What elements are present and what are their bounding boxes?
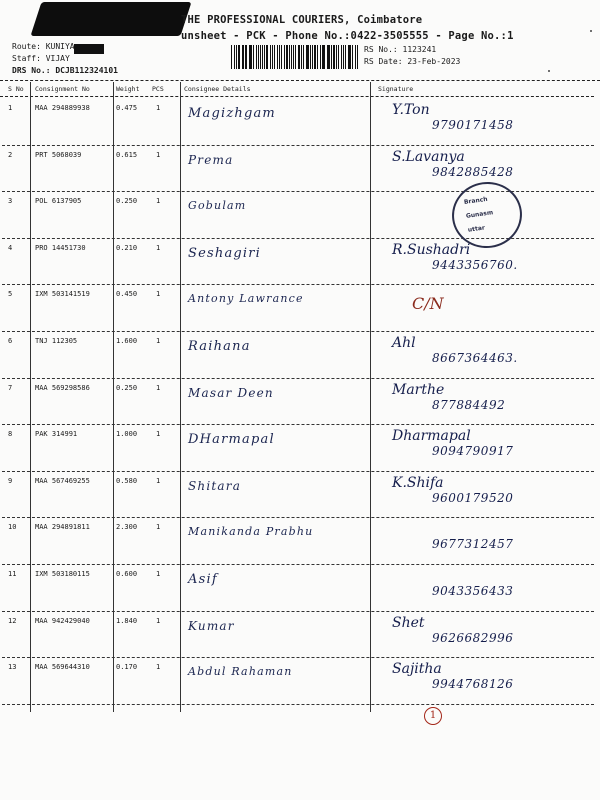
row-pcs: 1 [156, 337, 161, 345]
redaction-block-small [74, 44, 104, 54]
row-signature-phone: 9944768126 [432, 677, 514, 692]
barcode-bar [345, 45, 346, 69]
row-signature-phone: 9677312457 [432, 537, 514, 552]
row-consignee-name: DHarmapal [188, 432, 275, 448]
col-consignment: Consignment No [35, 85, 90, 93]
rs-date: RS Date: 23-Feb-2023 [364, 57, 461, 66]
row-pcs: 1 [156, 476, 161, 485]
row-sno: 7 [8, 383, 13, 392]
row-sno: 1 [8, 104, 13, 112]
col-signature: Signature [378, 85, 414, 93]
row-signature: Marthe [392, 381, 445, 398]
barcode-bar [307, 45, 308, 69]
barcode-bar [303, 45, 304, 69]
company-title: THE PROFESSIONAL COURIERS, Coimbatore [181, 14, 423, 26]
row-consignment-no: MAA 294891811 [35, 523, 90, 532]
row-signature-phone: 8667364463. [432, 351, 518, 365]
barcode-bar [286, 45, 288, 69]
row-weight: 0.250 [116, 197, 138, 206]
row-consignment-no: IXM 503141519 [35, 290, 90, 299]
row-consignee-name: Abdul Rahaman [188, 665, 293, 679]
row-pcs: 1 [156, 104, 161, 112]
row-divider [2, 378, 594, 379]
barcode-bar [295, 45, 296, 69]
row-consignment-no: MAA 569644310 [35, 663, 90, 672]
row-consignee-name: Raihana [188, 339, 251, 354]
row-pcs: 1 [156, 243, 161, 252]
table-row [0, 613, 600, 660]
row-sno: 13 [8, 663, 17, 672]
row-signature-phone: 9094790917 [432, 444, 514, 459]
row-signature: C/N [412, 294, 444, 314]
barcode-bar [256, 45, 257, 69]
table-row [0, 100, 600, 147]
row-consignee-name: Gobulam [188, 199, 247, 213]
barcode-bar [281, 45, 282, 69]
barcode-bar [238, 45, 240, 69]
table-row [0, 286, 600, 333]
row-divider [2, 564, 594, 565]
row-weight: 1.000 [116, 430, 138, 439]
redaction-block [30, 2, 191, 36]
row-consignment-no: MAA 569298586 [35, 383, 90, 392]
col-pcs: PCS [152, 85, 164, 93]
row-divider [2, 611, 594, 612]
row-signature: R.Sushadri [392, 241, 471, 258]
row-signature: Ahl [392, 335, 416, 351]
barcode-bar [266, 45, 268, 69]
row-pcs: 1 [156, 616, 161, 625]
row-pcs: 1 [156, 150, 161, 159]
row-signature-phone: 9626682996 [432, 630, 514, 645]
row-weight: 0.210 [116, 243, 138, 252]
barcode-bar [264, 45, 265, 69]
row-divider [2, 145, 594, 146]
row-signature-phone: 9443356760. [432, 257, 518, 272]
row-sno: 12 [8, 616, 17, 625]
barcode-bar [250, 45, 252, 69]
barcode-bar [284, 45, 285, 69]
barcode-bar [333, 45, 335, 69]
barcode-bar [357, 45, 358, 69]
row-pcs: 1 [156, 663, 161, 672]
table-row [0, 473, 600, 520]
row-divider [2, 424, 594, 425]
barcode-bar [328, 45, 329, 69]
staff-label: Staff: VIJAY [12, 54, 70, 63]
barcode-bar [272, 45, 273, 69]
row-sno: 8 [8, 430, 13, 439]
barcode-bar [249, 45, 250, 69]
barcode-bar [312, 45, 313, 69]
row-consignee-name: Magizhgam [188, 106, 276, 121]
row-divider [2, 657, 594, 658]
row-sno: 6 [8, 337, 13, 345]
barcode-bar [343, 45, 344, 69]
row-sno: 5 [8, 290, 13, 299]
row-consignment-no: PRT 5068039 [35, 150, 82, 159]
row-weight: 1.840 [116, 616, 138, 625]
page-mark: 1 [424, 707, 442, 725]
row-divider [2, 331, 594, 332]
scan-speck [590, 30, 592, 32]
row-signature: Shet [392, 614, 425, 631]
row-consignment-no: PRO 14451730 [35, 243, 86, 252]
row-consignee-name: Prema [188, 152, 234, 167]
table-row [0, 240, 600, 287]
row-weight: 2.300 [116, 523, 138, 532]
barcode-bar [314, 45, 316, 69]
runsheet-subtitle: unsheet - PCK - Phone No.:0422-3505555 - Page No.:1 [181, 30, 514, 42]
row-signature-phone: 9842885428 [432, 164, 514, 179]
row-sno: 4 [8, 243, 13, 252]
barcode-bar [331, 45, 332, 69]
stamp-line: uttar [467, 224, 486, 234]
row-consignee-name: Seshagiri [188, 245, 262, 261]
row-consignment-no: POL 6137905 [35, 197, 82, 206]
row-divider [2, 284, 594, 285]
row-weight: 0.600 [116, 570, 138, 578]
barcode-bar [317, 45, 318, 69]
row-signature: K.Shifa [392, 474, 444, 491]
barcode-bar [242, 45, 243, 69]
header-divider [0, 96, 594, 97]
row-consignment-no: PAK 314991 [35, 430, 78, 439]
barcode-bar [274, 45, 275, 69]
row-consignee-name: Kumar [188, 618, 235, 633]
table-row [0, 519, 600, 566]
barcode-bar [320, 45, 321, 69]
barcode-bar [270, 45, 271, 69]
barcode-bar [289, 45, 290, 69]
row-weight: 0.250 [116, 383, 138, 392]
row-signature-phone: 877884492 [432, 397, 506, 412]
barcode-bar [348, 45, 349, 69]
stamp-line: Gunasm [465, 209, 494, 220]
row-divider [2, 517, 594, 518]
drs-number: DRS No.: DCJB112324101 [12, 66, 118, 75]
row-consignee-name: Shitara [188, 478, 242, 493]
barcode-bar [253, 45, 254, 69]
row-signature: S.Lavanya [392, 148, 465, 165]
row-sno: 10 [8, 523, 17, 532]
barcode-bar [341, 45, 342, 69]
barcode-bar [336, 45, 337, 69]
barcode-bar [258, 45, 259, 69]
row-signature-phone: 9790171458 [432, 118, 514, 132]
row-sno: 11 [8, 570, 17, 578]
row-weight: 1.600 [116, 337, 138, 345]
barcode-bar [231, 45, 232, 69]
row-consignee-name: Asif [188, 572, 218, 587]
row-sno: 3 [8, 197, 13, 206]
header-rule [0, 80, 600, 81]
table-row [0, 147, 600, 194]
row-signature-phone: 9600179520 [432, 490, 514, 505]
row-signature: Dharmapal [392, 428, 471, 445]
row-signature-phone: 9043356433 [432, 584, 514, 598]
barcode-bar [277, 45, 278, 69]
row-weight: 0.615 [116, 150, 138, 159]
barcode-bar [306, 45, 307, 69]
barcode-bar [262, 45, 263, 69]
row-consignment-no: MAA 942429040 [35, 616, 90, 625]
barcode-bar [243, 45, 244, 69]
table-row [0, 380, 600, 427]
rs-number: RS No.: 1123241 [364, 45, 437, 54]
row-pcs: 1 [156, 430, 161, 439]
row-consignee-name: Manikanda Prabhu [188, 525, 314, 539]
row-weight: 0.170 [116, 663, 138, 672]
row-signature: Sajitha [392, 661, 442, 678]
barcode-bar [236, 45, 237, 69]
row-pcs: 1 [156, 197, 161, 206]
barcode-bar [322, 45, 323, 69]
col-sno: S No [8, 85, 24, 93]
stamp-line: Branch [463, 195, 488, 207]
barcode-bar [323, 45, 324, 69]
barcode-bar [338, 45, 339, 69]
barcode-bar [355, 45, 356, 69]
row-consignment-no: MAA 294889938 [35, 104, 90, 112]
row-pcs: 1 [156, 570, 161, 578]
barcode-bar [352, 45, 353, 69]
row-consignment-no: MAA 567469255 [35, 476, 90, 485]
col-weight: Weight [116, 85, 140, 93]
row-divider [2, 704, 594, 705]
barcode-bar [298, 45, 300, 69]
row-signature: Y.Ton [392, 102, 430, 118]
barcode-bar [234, 45, 235, 69]
barcode-bar [260, 45, 261, 69]
row-pcs: 1 [156, 290, 161, 299]
table-row [0, 426, 600, 473]
barcode-bar [245, 45, 246, 69]
barcode [231, 45, 359, 69]
route-label: Route: KUNIYA [12, 42, 75, 51]
row-consignee-name: Antony Lawrance [188, 292, 304, 306]
row-pcs: 1 [156, 383, 161, 392]
table-row [0, 333, 600, 380]
barcode-bar [349, 45, 351, 69]
barcode-bar [279, 45, 280, 69]
row-consignee-name: Masar Deen [188, 385, 274, 400]
barcode-bar [301, 45, 302, 69]
row-weight: 0.580 [116, 476, 138, 485]
row-divider [2, 471, 594, 472]
row-consignment-no: TNJ 112305 [35, 337, 78, 345]
barcode-bar [293, 45, 294, 69]
row-consignment-no: IXM 503180115 [35, 570, 90, 578]
col-consignee: Consignee Details [184, 85, 251, 93]
row-weight: 0.475 [116, 104, 138, 112]
row-sno: 9 [8, 476, 13, 485]
row-sno: 2 [8, 150, 13, 159]
row-weight: 0.450 [116, 290, 138, 299]
barcode-bar [327, 45, 328, 69]
table-row [0, 566, 600, 613]
table-row [0, 659, 600, 706]
scan-speck [548, 70, 550, 72]
barcode-bar [310, 45, 311, 69]
barcode-bar [291, 45, 292, 69]
row-pcs: 1 [156, 523, 161, 532]
